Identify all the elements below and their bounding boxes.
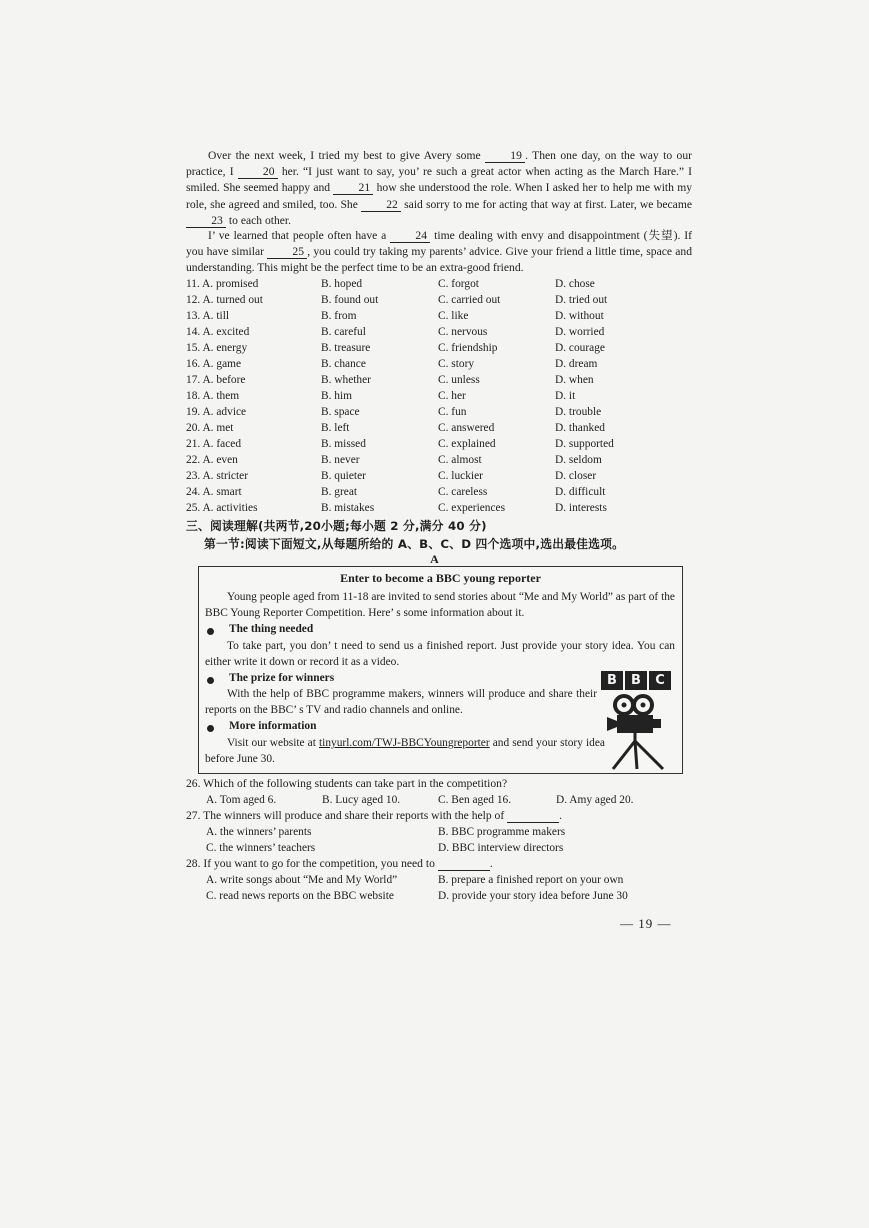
- option-13-a[interactable]: 13. A. till: [186, 310, 230, 322]
- option-22-d[interactable]: D. seldom: [555, 454, 602, 466]
- section-3-part-1-instructions: 第一节:阅读下面短文,从每题所给的 A、B、C、D 四个选项中,选出最佳选项。: [204, 537, 625, 551]
- option-16-b[interactable]: B. chance: [321, 358, 366, 370]
- option-11-d[interactable]: D. chose: [555, 278, 595, 290]
- question-28-option-b[interactable]: B. prepare a finished report on your own: [438, 874, 624, 886]
- option-25-b[interactable]: B. mistakes: [321, 502, 375, 514]
- passage-text: her. “I just want to say, you’ re such a great actor when acting as the March Hare.” I smiled. She seemed happy and: [186, 165, 692, 195]
- bbc-logo-letter: B: [625, 671, 647, 690]
- option-row-20: [186, 420, 696, 436]
- option-row-15: [186, 340, 696, 356]
- option-11-b[interactable]: B. hoped: [321, 278, 363, 290]
- cloze-options: [186, 276, 696, 516]
- option-row-18: [186, 388, 696, 404]
- option-25-d[interactable]: D. interests: [555, 502, 607, 514]
- option-16-d[interactable]: D. dream: [555, 358, 598, 370]
- option-row-23: [186, 468, 696, 484]
- question-27-option-c[interactable]: C. the winners’ teachers: [206, 842, 316, 854]
- blank-22: 22: [361, 198, 401, 212]
- blank-24: 24: [390, 229, 430, 243]
- option-23-a[interactable]: 23. A. stricter: [186, 470, 249, 482]
- question-26-stem: 26. Which of the following students can take part in the competition?: [186, 777, 508, 790]
- option-15-d[interactable]: D. courage: [555, 342, 605, 354]
- website-link[interactable]: tinyurl.com/TWJ-BBCYoungreporter: [318, 737, 490, 749]
- passage-letter: A: [430, 552, 439, 566]
- option-row-19: [186, 404, 696, 420]
- question-27-stem: [186, 808, 562, 824]
- notice-text: and send your story idea before June 30.: [205, 737, 605, 765]
- blank-23: 23: [186, 214, 226, 228]
- option-14-d[interactable]: D. worried: [555, 326, 605, 338]
- section-3-heading: 三、阅读理解(共两节,20小题;每小题 2 分,满分 40 分): [186, 519, 487, 533]
- option-row-12: [186, 292, 696, 308]
- option-12-c[interactable]: C. carried out: [438, 294, 501, 306]
- option-20-c[interactable]: C. answered: [438, 422, 495, 434]
- option-21-b[interactable]: B. missed: [321, 438, 366, 450]
- option-row-22: [186, 452, 696, 468]
- option-17-d[interactable]: D. when: [555, 374, 594, 386]
- option-24-d[interactable]: D. difficult: [555, 486, 606, 498]
- option-19-b[interactable]: B. space: [321, 406, 360, 418]
- notice-heading-prize: The prize for winners: [229, 672, 335, 684]
- option-22-c[interactable]: C. almost: [438, 454, 482, 466]
- notice-text-more-info: [205, 735, 605, 767]
- question-27-text: 27. The winners will produce and share their reports with the help of: [186, 809, 505, 822]
- question-28-stem: [186, 856, 493, 872]
- option-23-d[interactable]: D. closer: [555, 470, 597, 482]
- bullet-icon: [207, 628, 214, 635]
- question-28-option-c[interactable]: C. read news reports on the BBC website: [206, 890, 394, 902]
- passage-text: how she understood the role. When I asked her to help me with my role, she agreed and smiled, too. She: [186, 181, 693, 211]
- question-27-option-b[interactable]: B. BBC programme makers: [438, 826, 566, 838]
- option-17-a[interactable]: 17. A. before: [186, 374, 246, 386]
- option-20-d[interactable]: D. thanked: [555, 422, 605, 434]
- option-14-c[interactable]: C. nervous: [438, 326, 488, 338]
- option-18-d[interactable]: D. it: [555, 390, 576, 402]
- option-12-b[interactable]: B. found out: [321, 294, 379, 306]
- option-17-b[interactable]: B. whether: [321, 374, 371, 386]
- option-23-b[interactable]: B. quieter: [321, 470, 366, 482]
- question-26-option-d[interactable]: D. Amy aged 20.: [556, 794, 634, 806]
- option-21-c[interactable]: C. explained: [438, 438, 496, 450]
- option-19-d[interactable]: D. trouble: [555, 406, 602, 418]
- answer-blank-27: [507, 809, 559, 823]
- notice-text-prize: With the help of BBC programme makers, winners will produce and share their reports on the BBC’ s TV and radio channels and online.: [205, 688, 597, 716]
- option-row-11: [186, 276, 696, 292]
- bullet-icon: [207, 725, 214, 732]
- option-24-a[interactable]: 24. A. smart: [186, 486, 242, 498]
- option-15-b[interactable]: B. treasure: [321, 342, 371, 354]
- question-27-tail: .: [559, 809, 563, 822]
- option-12-a[interactable]: 12. A. turned out: [186, 294, 263, 306]
- question-28-option-d[interactable]: D. provide your story idea before June 30: [438, 890, 628, 902]
- question-28-option-a[interactable]: A. write songs about “Me and My World”: [206, 874, 398, 886]
- option-21-a[interactable]: 21. A. faced: [186, 438, 242, 450]
- option-12-d[interactable]: D. tried out: [555, 294, 608, 306]
- passage-text: . Then one day, on the way to our practice, I: [186, 149, 692, 179]
- answer-blank-28: [438, 857, 490, 871]
- question-26-option-c[interactable]: C. Ben aged 16.: [438, 794, 512, 806]
- option-18-b[interactable]: B. him: [321, 390, 353, 402]
- option-23-c[interactable]: C. luckier: [438, 470, 483, 482]
- notice-text-thing-needed: To take part, you don’ t need to send us a finished report. Just provide your story idea. You can either write it down or record it as a video.: [205, 640, 675, 668]
- bbc-logo-letter: C: [649, 671, 671, 690]
- notice-text: Visit our website at: [227, 737, 316, 749]
- option-22-a[interactable]: 22. A. even: [186, 454, 238, 466]
- notice-intro: Young people aged from 11-18 are invited to send stories about “Me and My World” as part of the BBC Young Reporter Competition. Here’ s some information about it.: [205, 591, 675, 619]
- passage-paragraph-2: [186, 228, 692, 277]
- option-19-c[interactable]: C. fun: [438, 406, 467, 418]
- passage-text: Over the next week, I tried my best to give Avery some: [208, 149, 481, 162]
- option-13-d[interactable]: D. without: [555, 310, 604, 322]
- option-24-b[interactable]: B. great: [321, 486, 358, 498]
- option-17-c[interactable]: C. unless: [438, 374, 480, 386]
- option-21-d[interactable]: D. supported: [555, 438, 614, 450]
- passage-text: time dealing with envy and disappointment (失望). If you have similar: [186, 229, 692, 259]
- blank-20: 20: [238, 165, 278, 179]
- option-16-a[interactable]: 16. A. game: [186, 358, 242, 370]
- film-camera-icon: [599, 693, 677, 771]
- question-26-option-a[interactable]: A. Tom aged 6.: [206, 794, 277, 806]
- option-row-13: [186, 308, 696, 324]
- question-28-tail: .: [489, 857, 493, 870]
- page-number: — 19 —: [620, 916, 672, 931]
- option-14-a[interactable]: 14. A. excited: [186, 326, 250, 338]
- question-27-option-a[interactable]: A. the winners’ parents: [206, 826, 312, 838]
- option-25-a[interactable]: 25. A. activities: [186, 502, 258, 514]
- option-19-a[interactable]: 19. A. advice: [186, 406, 247, 418]
- option-14-b[interactable]: B. careful: [321, 326, 366, 338]
- question-27-option-d[interactable]: D. BBC interview directors: [438, 842, 564, 854]
- option-row-14: [186, 324, 696, 340]
- passage-text: I’ ve learned that people often have a: [208, 229, 387, 242]
- question-28-text: 28. If you want to go for the competition, you need to: [186, 857, 435, 870]
- option-15-a[interactable]: 15. A. energy: [186, 342, 248, 354]
- notice-heading-more-info: More information: [229, 720, 317, 732]
- passage-text: to each other.: [228, 213, 292, 227]
- notice-heading-thing-needed: The thing needed: [229, 623, 314, 635]
- blank-25: 25: [267, 245, 307, 259]
- passage-paragraph-1: [186, 148, 692, 229]
- option-18-c[interactable]: C. her: [438, 390, 466, 402]
- bbc-logo-letter: B: [601, 671, 623, 690]
- option-row-24: [186, 484, 696, 500]
- bullet-icon: [207, 677, 214, 684]
- option-11-c[interactable]: C. forgot: [438, 278, 479, 290]
- option-11-a[interactable]: 11. A. promised: [186, 278, 259, 290]
- option-18-a[interactable]: 18. A. them: [186, 390, 240, 402]
- option-row-16: [186, 356, 696, 372]
- option-row-25: [186, 500, 696, 516]
- option-22-b[interactable]: B. never: [321, 454, 360, 466]
- notice-title: Enter to become a BBC young reporter: [340, 571, 541, 585]
- passage-text: said sorry to me for acting that way at first. Later, we became: [404, 197, 692, 211]
- passage-text: , you could try taking my parents’ advice. Give your friend a little time, space and understanding. This might be the perfect time to be an extra-good friend.: [186, 245, 693, 275]
- bbc-notice-box: [198, 566, 683, 774]
- bbc-logo: [601, 671, 671, 690]
- option-15-c[interactable]: C. friendship: [438, 342, 498, 354]
- option-25-c[interactable]: C. experiences: [438, 502, 506, 514]
- option-row-17: [186, 372, 696, 388]
- blank-19: 19: [485, 149, 525, 163]
- question-26-option-b[interactable]: B. Lucy aged 10.: [322, 794, 401, 806]
- option-16-c[interactable]: C. story: [438, 358, 475, 370]
- option-13-b[interactable]: B. from: [321, 310, 357, 322]
- option-row-21: [186, 436, 696, 452]
- option-20-b[interactable]: B. left: [321, 422, 350, 434]
- option-20-a[interactable]: 20. A. met: [186, 422, 234, 434]
- option-13-c[interactable]: C. like: [438, 310, 469, 322]
- blank-21: 21: [333, 181, 373, 195]
- option-24-c[interactable]: C. careless: [438, 486, 488, 498]
